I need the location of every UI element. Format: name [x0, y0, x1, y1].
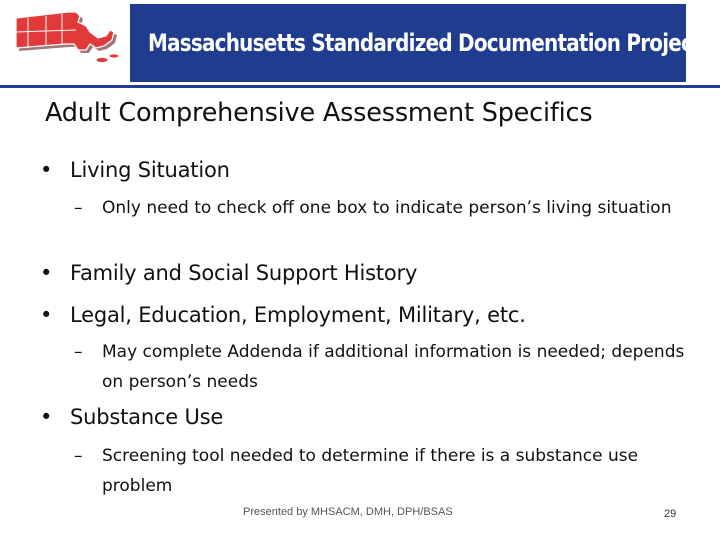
bullet-dot: • [40, 261, 53, 285]
bullet-dot: • [40, 405, 53, 429]
banner-title: Massachusetts Standardized Documentation Project [148, 29, 701, 57]
slide-title: Adult Comprehensive Assessment Specifics [45, 98, 593, 128]
sub-bullet-dash: – [74, 446, 83, 466]
bullet-text: Living Situation [70, 158, 230, 182]
header-banner [0, 0, 720, 88]
bullet-text: Family and Social Support History [70, 261, 418, 285]
sub-bullet-text: Screening tool needed to determine if there is a substance use problem [102, 446, 639, 496]
sub-bullet-dash: – [74, 198, 83, 218]
banner-underline [0, 85, 720, 88]
bullet-dot: • [40, 303, 53, 327]
footer-presenter: Presented by MHSACM, DMH, DPH/BSAS [243, 506, 453, 518]
page-number: 29 [664, 508, 677, 520]
sub-bullet-text: May complete Addenda if additional information is needed; depends on person’s needs [102, 342, 685, 392]
bullet-dot: • [40, 158, 53, 182]
massachusetts-map-logo [6, 4, 130, 80]
sub-bullet-dash: – [74, 342, 83, 362]
sub-bullet-text: Only need to check off one box to indicate person’s living situation [102, 198, 672, 218]
bullet-text: Substance Use [70, 405, 224, 429]
bullet-text: Legal, Education, Employment, Military, etc. [70, 303, 526, 327]
